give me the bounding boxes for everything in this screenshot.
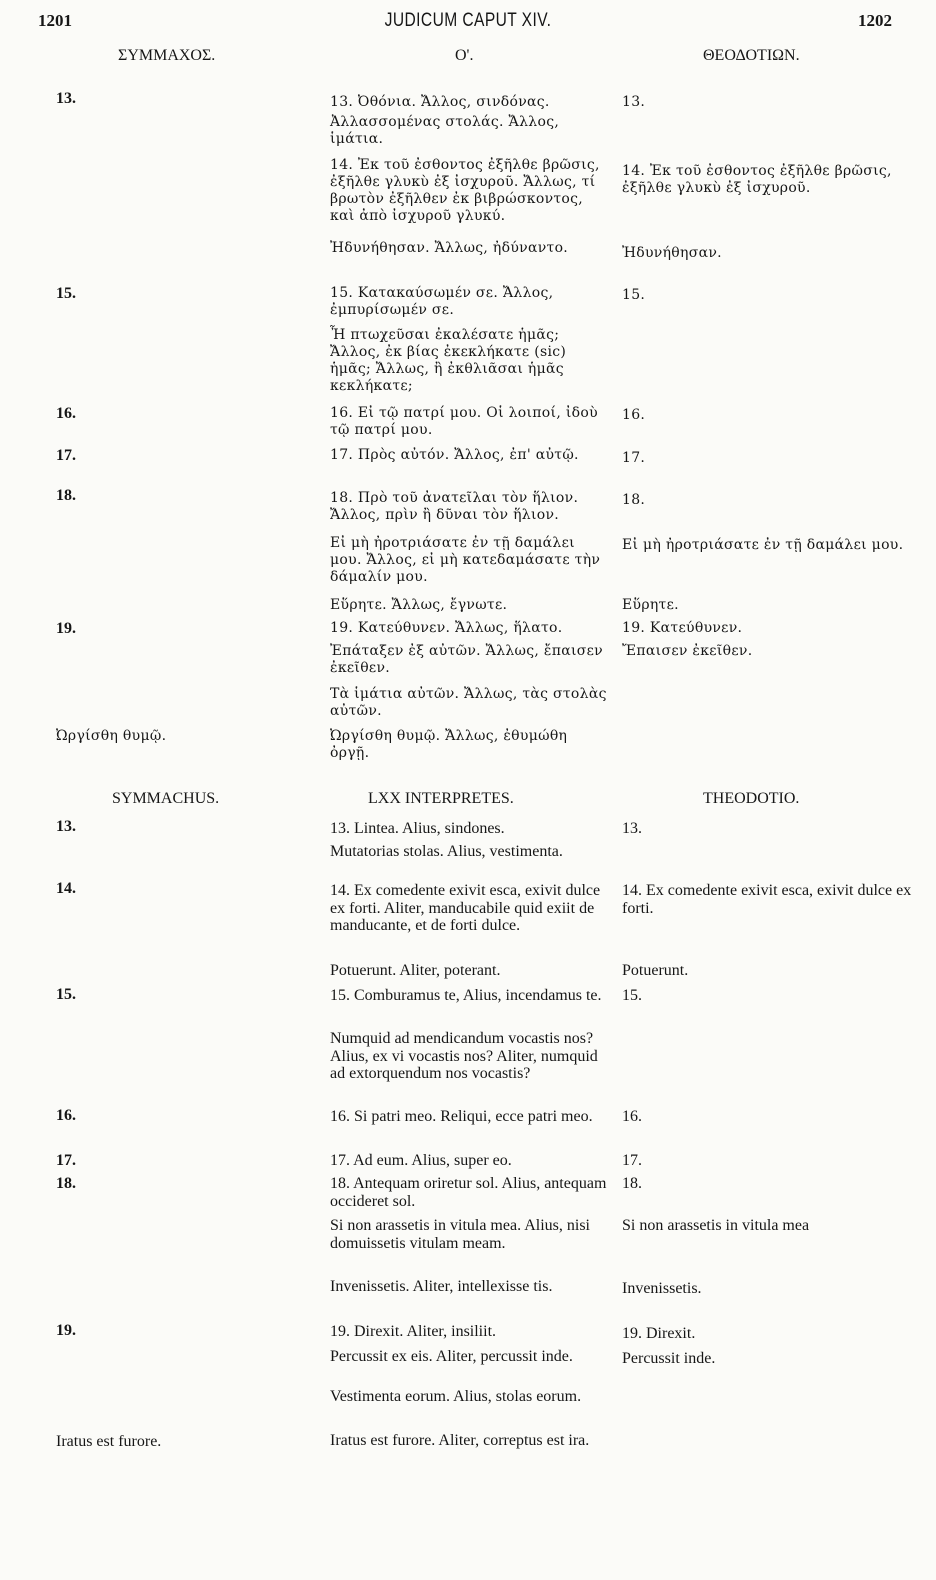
lxx-latin-entry: Numquid ad mendicandum vocastis nos? Alius, ex vi vocastis nos? Aliter, numquid ad extorquendum nos vocastis? bbox=[330, 1030, 598, 1082]
verse-number: 15. bbox=[56, 986, 76, 1003]
lxx-latin-entry: 18. Antequam oriretur sol. Alius, antequam occideret sol. bbox=[330, 1175, 607, 1210]
lxx-greek-entry: Τὰ ἱμάτια αὐτῶν. Ἄλλως, τὰς στολὰς αὐτῶν. bbox=[330, 686, 607, 719]
lxx-greek-entry: 16. Εἰ τῷ πατρί μου. Οἱ λοιποί, ἰδοὺ τῷ πατρί μου. bbox=[330, 405, 598, 438]
theodotion-greek-entry: 16. bbox=[622, 407, 646, 423]
theodotion-greek-entry: Εὕρητε. bbox=[622, 597, 679, 613]
theodotion-latin-entry: 13. bbox=[622, 820, 642, 837]
page-number-right: 1202 bbox=[858, 11, 892, 30]
lxx-greek-entry: Ἀλλασσομένας στολάς. Ἄλλος, ἱμάτια. bbox=[330, 114, 560, 147]
page-title: JUDICUM CAPUT XIV. bbox=[384, 10, 552, 31]
verse-number: 13. bbox=[56, 818, 76, 835]
latin-col-header-symmachus: SYMMACHUS. bbox=[112, 790, 220, 807]
theodotion-greek-entry: Ἔπαισεν ἐκεῖθεν. bbox=[622, 643, 753, 659]
theodotion-latin-entry: Si non arassetis in vitula mea bbox=[622, 1217, 810, 1234]
verse-number: 18. bbox=[56, 1175, 76, 1192]
lxx-latin-entry: 19. Direxit. Aliter, insiliit. bbox=[330, 1323, 497, 1340]
lxx-latin-entry: Potuerunt. Aliter, poterant. bbox=[330, 962, 501, 979]
lxx-latin-entry: 16. Si patri meo. Reliqui, ecce patri meo. bbox=[330, 1108, 593, 1125]
symmachus-latin-entry: Iratus est furore. bbox=[56, 1433, 162, 1450]
running-header bbox=[0, 12, 936, 42]
theodotion-latin-entry: 16. bbox=[622, 1108, 642, 1125]
verse-number: 16. bbox=[56, 405, 76, 422]
lxx-latin-entry: Si non arassetis in vitula mea. Alius, nisi domuissetis vitulam meam. bbox=[330, 1217, 590, 1252]
lxx-latin-entry: Invenissetis. Aliter, intellexisse tis. bbox=[330, 1278, 553, 1295]
theodotion-latin-entry: 14. Ex comedente exivit esca, exivit dulce ex forti. bbox=[622, 882, 912, 917]
theodotion-latin-entry: Invenissetis. bbox=[622, 1280, 702, 1297]
lxx-latin-entry: 13. Lintea. Alius, sindones. bbox=[330, 820, 505, 837]
theodotion-latin-entry: 18. bbox=[622, 1175, 642, 1192]
lxx-greek-entry: Ἠδυνήθησαν. Ἄλλως, ἠδύναντο. bbox=[330, 240, 569, 256]
lxx-greek-entry: Εὕρητε. Ἄλλως, ἔγνωτε. bbox=[330, 597, 508, 613]
theodotion-latin-entry: Potuerunt. bbox=[622, 962, 689, 979]
theodotion-greek-entry: 13. bbox=[622, 94, 646, 110]
verse-number: 13. bbox=[56, 90, 76, 107]
lxx-greek-entry: Ἐπάταξεν ἐξ αὐτῶν. Ἄλλως, ἔπαισεν ἐκεῖθεν. bbox=[330, 643, 603, 676]
verse-number: 16. bbox=[56, 1107, 76, 1124]
lxx-latin-entry: 17. Ad eum. Alius, super eo. bbox=[330, 1152, 512, 1169]
greek-col-header-symmachus: ΣΥΜΜΑΧΟΣ. bbox=[118, 47, 216, 64]
lxx-greek-entry: 19. Κατεύθυνεν. Ἄλλως, ἥλατο. bbox=[330, 620, 563, 636]
theodotion-greek-entry: 19. Κατεύθυνεν. bbox=[622, 620, 743, 636]
verse-number: 17. bbox=[56, 1152, 76, 1169]
verse-number: 18. bbox=[56, 487, 76, 504]
lxx-greek-entry: 15. Κατακαύσωμέν σε. Ἄλλος, ἐμπυρίσωμέν σε. bbox=[330, 285, 554, 318]
greek-col-header-lxx: Ο'. bbox=[455, 47, 474, 64]
lxx-latin-entry: 14. Ex comedente exivit esca, exivit dulce ex forti. Aliter, manducabile quid exiit de manducante, et de forti dulce. bbox=[330, 882, 601, 934]
lxx-greek-entry: 14. Ἐκ τοῦ ἐσθοντος ἐξῆλθε βρῶσις, ἐξῆλθε γλυκὺ ἐξ ἰσχυροῦ. Ἄλλως, τί βρωτὸν ἐξῆλθεν ἐκ βιβρώσκοντος, καὶ ἀπὸ ἰσχυροῦ γλυκύ. bbox=[330, 157, 600, 224]
lxx-latin-entry: Iratus est furore. Aliter, correptus est ira. bbox=[330, 1432, 590, 1449]
theodotion-latin-entry: 17. bbox=[622, 1152, 642, 1169]
theodotion-greek-entry: 17. bbox=[622, 450, 646, 466]
verse-number: 15. bbox=[56, 285, 76, 302]
theodotion-greek-entry: Ἠδυνήθησαν. bbox=[622, 245, 722, 261]
theodotion-greek-entry: Εἰ μὴ ἠροτριάσατε ἐν τῇ δαμάλει μου. bbox=[622, 537, 904, 553]
lxx-greek-entry: Ἦ πτωχεῦσαι ἐκαλέσατε ἡμᾶς; Ἄλλος, ἐκ βίας ἐκεκλήκατε (sic) ἡμᾶς; Ἄλλως, ἢ ἐκθλιᾶσαι ἡμᾶς κεκλήκατε; bbox=[330, 327, 567, 394]
latin-col-header-lxx: LXX INTERPRETES. bbox=[368, 790, 514, 807]
verse-number: 19. bbox=[56, 620, 76, 637]
theodotion-greek-entry: 18. bbox=[622, 492, 646, 508]
theodotion-greek-entry: 14. Ἐκ τοῦ ἐσθοντος ἐξῆλθε βρῶσις, ἐξῆλθε γλυκὺ ἐξ ἰσχυροῦ. bbox=[622, 163, 892, 196]
lxx-latin-entry: 15. Comburamus te, Alius, incendamus te. bbox=[330, 987, 602, 1004]
verse-number: 19. bbox=[56, 1322, 76, 1339]
theodotion-greek-entry: 15. bbox=[622, 287, 646, 303]
verse-number: 17. bbox=[56, 447, 76, 464]
symmachus-greek-entry: Ὠργίσθη θυμῷ. bbox=[56, 728, 167, 744]
lxx-latin-entry: Mutatorias stolas. Alius, vestimenta. bbox=[330, 843, 563, 860]
lxx-latin-entry: Percussit ex eis. Aliter, percussit inde. bbox=[330, 1348, 573, 1365]
lxx-greek-entry: 18. Πρὸ τοῦ ἀνατεῖλαι τὸν ἥλιον. Ἄλλος, πρὶν ἢ δῦναι τὸν ἥλιον. bbox=[330, 490, 579, 523]
lxx-greek-entry: Εἰ μὴ ἠροτριάσατε ἐν τῇ δαμάλει μου. Ἄλλος, εἰ μὴ κατεδαμάσατε τὴν δάμαλίν μου. bbox=[330, 535, 601, 585]
lxx-latin-entry: Vestimenta eorum. Alius, stolas eorum. bbox=[330, 1388, 582, 1405]
lxx-greek-entry: 17. Πρὸς αὐτόν. Ἄλλος, ἐπ' αὐτῷ. bbox=[330, 447, 579, 463]
theodotion-latin-entry: Percussit inde. bbox=[622, 1350, 716, 1367]
latin-col-header-theodotion: THEODOTIO. bbox=[703, 790, 800, 807]
page-number-left: 1201 bbox=[38, 11, 72, 30]
theodotion-latin-entry: 15. bbox=[622, 987, 642, 1004]
verse-number: 14. bbox=[56, 880, 76, 897]
lxx-greek-entry: 13. Ὀθόνια. Ἄλλος, σινδόνας. bbox=[330, 94, 550, 110]
theodotion-latin-entry: 19. Direxit. bbox=[622, 1325, 696, 1342]
greek-col-header-theodotion: ΘΕΟΔΟΤΙΩΝ. bbox=[703, 47, 800, 64]
lxx-greek-entry: Ὠργίσθη θυμῷ. Ἄλλως, ἐθυμώθη ὀργῇ. bbox=[330, 728, 568, 761]
